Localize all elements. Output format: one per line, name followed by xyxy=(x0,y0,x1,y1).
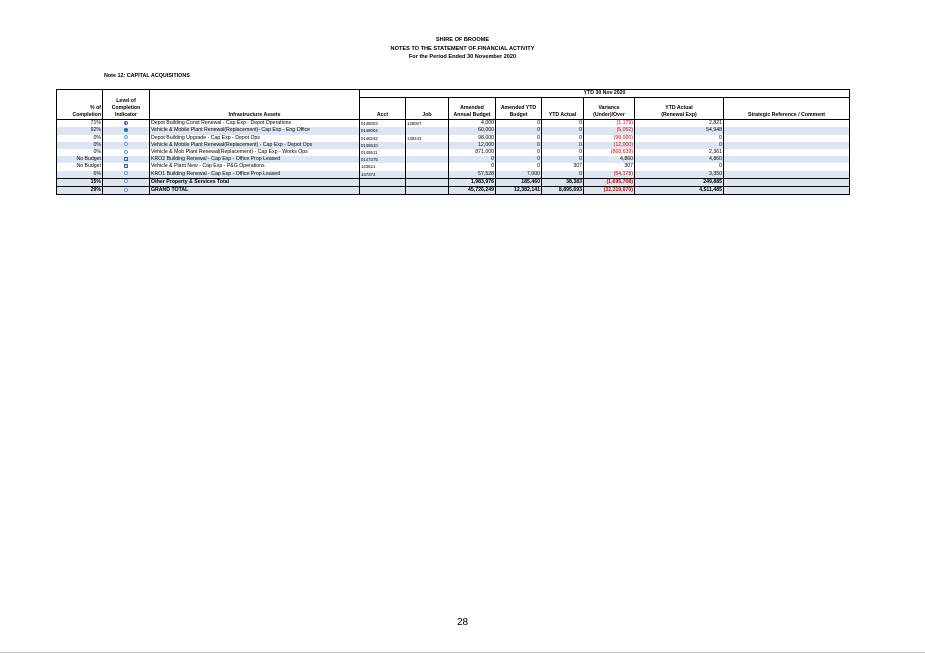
cell-variance: (5,052) xyxy=(584,127,635,134)
page-number: 28 xyxy=(456,617,469,628)
cell-annual: 0 xyxy=(449,156,496,163)
cell-job xyxy=(406,163,449,170)
cell-pct: 6% xyxy=(57,171,103,179)
cell-asset: Vehicle & Plant New - Cap Exp - P&G Operations xyxy=(150,163,360,170)
note-title: Note 12: CAPITAL ACQUISITIONS xyxy=(104,73,190,79)
org-name: SHIRE OF BROOME xyxy=(435,37,490,43)
cell-renewal: 2,361 xyxy=(635,149,724,156)
completion-indicator xyxy=(103,186,150,194)
table-row xyxy=(57,120,850,128)
cell-renewal: 4,511,485 xyxy=(635,186,724,194)
cell-renewal: 3,350 xyxy=(635,171,724,179)
cell-variance: (12,000) xyxy=(584,142,635,149)
cell-ytd-actual: 0 xyxy=(542,127,584,134)
cell-comment xyxy=(724,149,850,156)
empty-icon xyxy=(124,179,128,183)
cell-ytd-actual: 0 xyxy=(542,135,584,142)
cell-variance: (98,000) xyxy=(584,135,635,142)
empty-icon xyxy=(124,188,128,192)
completion-indicator xyxy=(103,135,150,142)
cell-acct xyxy=(360,186,406,194)
cell-comment xyxy=(724,142,850,149)
cell-variance: (1,179) xyxy=(584,120,635,128)
cell-variance: (32,319,070) xyxy=(584,186,635,194)
completion-indicator xyxy=(103,149,150,156)
cell-job xyxy=(406,156,449,163)
col-acct: Acct xyxy=(360,98,406,120)
box-icon xyxy=(124,157,128,161)
cell-asset: KRO2 Building Renewal - Cap Exp - Office Prop Leased xyxy=(150,156,360,163)
cell-variance: (1,695,708) xyxy=(584,178,635,186)
empty-icon xyxy=(124,142,128,146)
cell-annual: 12,000 xyxy=(449,142,496,149)
cell-ytd-actual: 0 xyxy=(542,142,584,149)
cell-ytd-budget: 7,000 xyxy=(496,171,542,179)
cell-pct: 92% xyxy=(57,127,103,134)
total-row xyxy=(57,178,850,186)
cell-ytd-actual: 0 xyxy=(542,120,584,128)
cell-ytd-budget: 0 xyxy=(496,163,542,170)
cell-ytd-actual: 0 xyxy=(542,149,584,156)
header-row xyxy=(57,98,850,120)
cell-asset: GRAND TOTAL xyxy=(150,186,360,194)
cell-pct: No Budget xyxy=(57,156,103,163)
cell-ytd-actual: 8,895,693 xyxy=(542,186,584,194)
cell-ytd-budget: 185,460 xyxy=(496,178,542,186)
cell-renewal: 0 xyxy=(635,135,724,142)
total-row xyxy=(57,186,850,194)
completion-indicator xyxy=(103,171,150,179)
cell-annual: 0 xyxy=(449,163,496,170)
cell-renewal: 0 xyxy=(635,142,724,149)
capital-acquisitions-table xyxy=(56,89,850,195)
cell-acct: 0147375 xyxy=(360,156,406,163)
cell-annual: 98,000 xyxy=(449,135,496,142)
cell-comment xyxy=(724,186,850,194)
cell-job xyxy=(406,186,449,194)
cell-variance: 307 xyxy=(584,163,635,170)
cell-ytd-budget: 0 xyxy=(496,127,542,134)
col-amended-ytd-budget: Amended YTD Budget xyxy=(496,98,542,120)
empty-icon xyxy=(124,150,128,154)
cell-variance: (54,178) xyxy=(584,171,635,179)
cell-acct: 0148004 xyxy=(360,127,406,134)
report-header xyxy=(0,36,925,62)
report-period: For the Period Ended 30 November 2020 xyxy=(408,54,517,60)
cell-asset: Vehicle & Mobile Plant Renewal(Replacement)- Cap Exp - Eng Office xyxy=(150,127,360,134)
col-strategic-comment: Strategic Reference / Comment xyxy=(748,111,826,118)
cell-ytd-actual: 307 xyxy=(542,163,584,170)
cell-annual: 60,000 xyxy=(449,127,496,134)
cell-ytd-budget: 0 xyxy=(496,156,542,163)
cell-annual: 57,528 xyxy=(449,171,496,179)
table-row xyxy=(57,156,850,163)
cell-comment xyxy=(724,156,850,163)
cell-renewal: 2,821 xyxy=(635,120,724,128)
cell-ytd-budget: 0 xyxy=(496,142,542,149)
cell-asset: Depot Building Const Renewal - Cap Exp - Depot Operations xyxy=(150,120,360,128)
cell-renewal: 4,860 xyxy=(635,156,724,163)
col-completion-indicator: Level of Completion Indicator xyxy=(103,98,150,120)
table-row xyxy=(57,142,850,149)
cell-job: 148007 xyxy=(406,120,449,128)
cell-job xyxy=(406,171,449,179)
cell-annual: 1,983,976 xyxy=(449,178,496,186)
header-row-group xyxy=(57,90,850,98)
table-row xyxy=(57,163,850,170)
cell-job xyxy=(406,149,449,156)
completion-indicator xyxy=(103,163,150,170)
cell-pct: 0% xyxy=(57,135,103,142)
cell-pct: 29% xyxy=(57,186,103,194)
cell-acct: 0148611 xyxy=(360,149,406,156)
cell-ytd-budget: 12,382,141 xyxy=(496,186,542,194)
cell-job xyxy=(406,178,449,186)
cell-comment xyxy=(724,163,850,170)
cell-comment xyxy=(724,127,850,134)
table-row xyxy=(57,171,850,179)
cell-comment xyxy=(724,178,850,186)
col-variance: Variance (Under)/Over xyxy=(584,98,635,120)
report-subtitle: NOTES TO THE STATEMENT OF FINANCIAL ACTIVITY xyxy=(390,45,535,52)
cell-asset: Vehicle & Mob Plant Renewal(Replacement) - Cap Exp - Works Ops xyxy=(150,149,360,156)
col-pct-completion: % of Completion xyxy=(57,98,103,120)
cell-acct xyxy=(360,178,406,186)
cell-ytd-actual: 0 xyxy=(542,156,584,163)
cell-acct: 0148610 xyxy=(360,142,406,149)
cell-pct: No Budget xyxy=(57,163,103,170)
col-ytd-actual-renewal: YTD Actual (Renewal Exp) xyxy=(635,98,724,120)
col-amended-annual-budget: Amended Annual Budget xyxy=(449,98,496,120)
completion-indicator xyxy=(103,156,150,163)
cell-annual: 45,726,249 xyxy=(449,186,496,194)
cell-variance: 4,860 xyxy=(584,156,635,163)
cell-comment xyxy=(724,171,850,179)
cell-ytd-budget: 0 xyxy=(496,149,542,156)
full-icon xyxy=(124,128,128,132)
table-row xyxy=(57,149,850,156)
ytd-group-header: YTD 30 Nov 2020 xyxy=(360,90,850,98)
cell-acct: 143621 xyxy=(360,163,406,170)
cell-pct: 0% xyxy=(57,149,103,156)
cell-asset: KRO1 Building Renewal - Cap Exp - Office Prop Leased xyxy=(150,171,360,179)
table-row xyxy=(57,135,850,142)
completion-indicator xyxy=(103,127,150,134)
col-job: Job xyxy=(406,98,449,120)
box-icon xyxy=(124,164,128,168)
cell-ytd-actual: 0 xyxy=(542,171,584,179)
cell-acct: 147374 xyxy=(360,171,406,179)
cell-job xyxy=(406,142,449,149)
cell-asset: Other Property & Services Total xyxy=(150,178,360,186)
cell-ytd-budget: 0 xyxy=(496,120,542,128)
cell-renewal: 0 xyxy=(635,163,724,170)
cell-renewal: 249,885 xyxy=(635,178,724,186)
empty-icon xyxy=(124,135,128,139)
cell-ytd-budget: 0 xyxy=(496,135,542,142)
cell-acct: 0148242 xyxy=(360,135,406,142)
col-ytd-actual: YTD Actual xyxy=(542,98,584,120)
cell-pct: 0% xyxy=(57,142,103,149)
cell-acct: 0148003 xyxy=(360,120,406,128)
cell-job xyxy=(406,127,449,134)
table-body xyxy=(57,120,850,195)
cell-annual: 4,000 xyxy=(449,120,496,128)
cell-ytd-actual: 38,383 xyxy=(542,178,584,186)
cell-variance: (868,639) xyxy=(584,149,635,156)
cell-pct: 71% xyxy=(57,120,103,128)
completion-indicator xyxy=(103,178,150,186)
cell-asset: Depot Building Upgrade - Cap Exp - Depot Ops xyxy=(150,135,360,142)
cell-pct: 15% xyxy=(57,178,103,186)
half-icon xyxy=(124,121,128,125)
completion-indicator xyxy=(103,120,150,128)
cell-asset: Vehicle & Mobile Plant Renewal(Replacement) - Cap Exp - Depot Ops xyxy=(150,142,360,149)
cell-comment xyxy=(724,120,850,128)
completion-indicator xyxy=(103,142,150,149)
cell-job: 148243 xyxy=(406,135,449,142)
table-row xyxy=(57,127,850,134)
cell-comment xyxy=(724,135,850,142)
col-infrastructure-assets: Infrastructure Assets xyxy=(150,98,360,120)
cell-annual: 871,000 xyxy=(449,149,496,156)
cell-renewal: 54,948 xyxy=(635,127,724,134)
empty-icon xyxy=(124,171,128,175)
